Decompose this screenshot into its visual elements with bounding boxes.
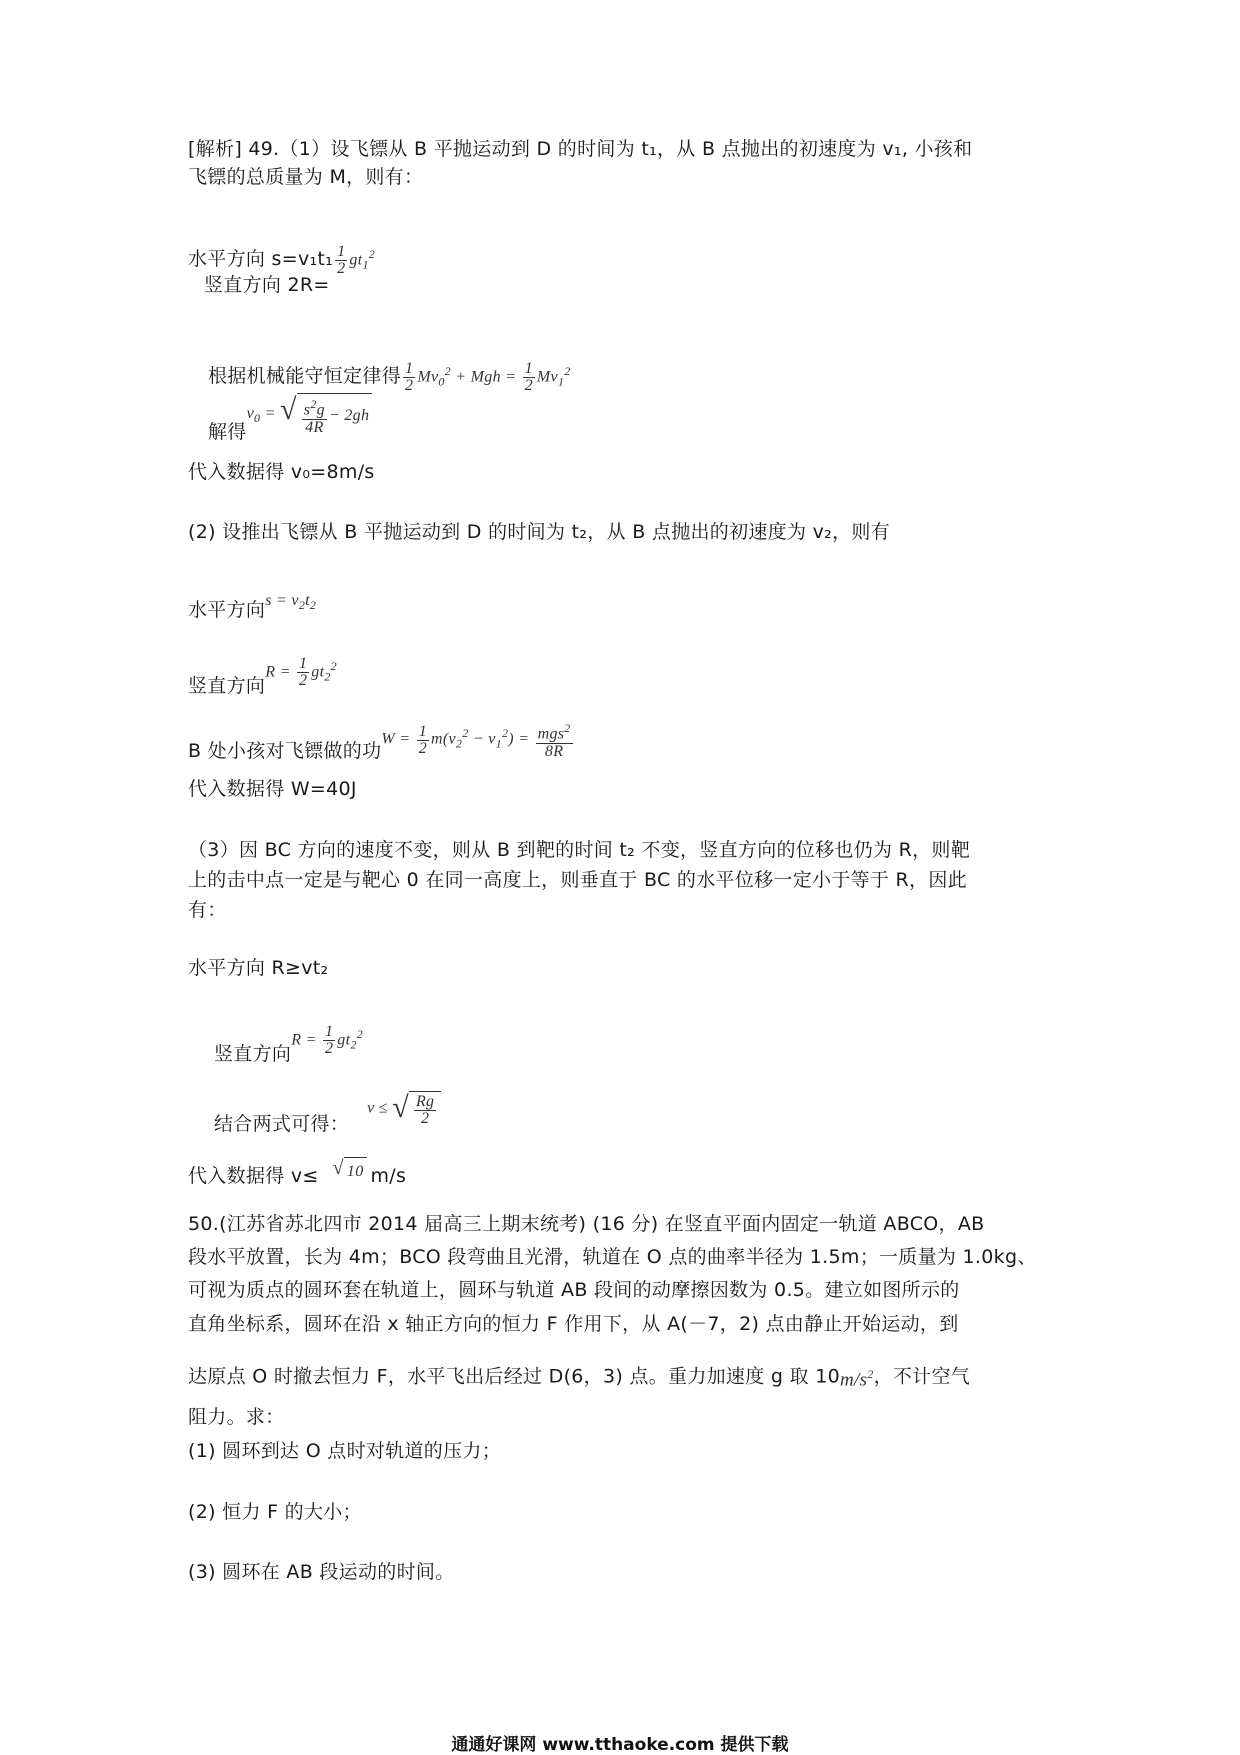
text-line: (1) 圆环到达 O 点时对轨道的压力； — [188, 1440, 501, 1462]
text-line: 代入数据得 v≤ √ 10 m/s — [188, 1157, 407, 1187]
text-line: 水平方向 R≥vt₂ — [188, 957, 329, 979]
text-line: 可视为质点的圆环套在轨道上，圆环与轨道 AB 段间的动摩擦因数为 0.5。建立如图所示的 — [188, 1279, 960, 1301]
text-line: 代入数据得 W=40J — [188, 778, 357, 800]
text-line: （3）因 BC 方向的速度不变，则从 B 到靶的时间 t₂ 不变，竖直方向的位移也仍为 R，则靶 — [188, 839, 971, 861]
text-line: 直角坐标系，圆环在沿 x 轴正方向的恒力 F 作用下，从 A(－7，2) 点由静止开始运动，到 — [188, 1313, 959, 1335]
text-line: 阻力。求： — [188, 1406, 285, 1428]
formula: W = $\frac{1}{2}$ $m(v_2^2 - v_1^2)$ = $\frac{mgs^2}{8R}$ — [381, 721, 571, 760]
formula: $s = v_2t_2$ — [265, 592, 317, 613]
text-line: [解析] 49.（1）设飞镖从 B 平抛运动到 D 的时间为 t₁，从 B 点抛出的初速度为 v₁, 小孩和 — [188, 138, 973, 160]
text-line: (2) 恒力 F 的大小； — [188, 1501, 362, 1523]
text-line: 竖直方向R = $\frac{1}{2}$ $gt_2^2$ — [214, 1040, 363, 1068]
formula: $\frac{1}{2}$ $gt_1^2$ — [337, 243, 376, 278]
text-line: (3) 圆环在 AB 段运动的时间。 — [188, 1561, 455, 1583]
text-line: 达原点 O 时撤去恒力 F，水平飞出后经过 D(6，3) 点。重力加速度 g 取 $10m/s^2$，不计空气 — [188, 1360, 970, 1394]
text-line: 结合两式可得：v ≤ √ $\frac{Rg}{2}$ — [214, 1110, 441, 1138]
formula: √ 10 — [333, 1157, 367, 1186]
formula: $m/s^2$ — [839, 1367, 874, 1391]
text-line: (2) 设推出飞镖从 B 平抛运动到 D 的时间为 t₂，从 B 点抛出的初速度为 v₂，则有 — [188, 521, 890, 543]
text-line: 飞镖的总质量为 M，则有： — [188, 166, 424, 188]
formula: R = $\frac{1}{2}$ $gt_2^2$ — [265, 655, 337, 690]
text-line: 根据机械能守恒定律得 $\frac{1}{2}$ $Mv_0^2$ + Mgh = $\frac{1}{2}$ $Mv_1^2$ — [208, 357, 571, 396]
text-line: 水平方向$s = v_2t_2$ — [188, 596, 316, 624]
text-line: 水平方向 s=v₁t₁ $\frac{1}{2}$ $gt_1^2$ — [188, 240, 375, 279]
text-line: 有： — [188, 899, 227, 921]
formula: $\frac{1}{2}$ $Mv_0^2$ + Mgh = $\frac{1}{2}$ $Mv_1^2$ — [405, 360, 571, 395]
formula: $v_0$ = √ $\frac{s^2g}{4R}$ − 2gh — [247, 393, 373, 435]
text-line: 段水平放置，长为 4m；BCO 段弯曲且光滑，轨道在 O 点的曲率半径为 1.5m；一质量为 1.0kg、 — [188, 1246, 1037, 1268]
text-line: 50.(江苏省苏北四市 2014 届高三上期末统考) (16 分) 在竖直平面内固定一轨道 ABCO，AB — [188, 1213, 985, 1235]
text-line: 竖直方向 2R= — [204, 274, 330, 296]
text-line: 竖直方向R = $\frac{1}{2}$ $gt_2^2$ — [188, 672, 337, 700]
text-line: 代入数据得 v₀=8m/s — [188, 461, 375, 483]
text-line: 解得$v_0$ = √ $\frac{s^2g}{4R}$ − 2gh — [208, 418, 372, 446]
text-line: B 处小孩对飞镖做的功W = $\frac{1}{2}$ $m(v_2^2 - v_1^2)$ = $\frac{mgs^2}{8R}$ — [188, 737, 575, 765]
page-footer: 通通好课网 www.tthaoke.com 提供下载 — [451, 1735, 789, 1755]
text-line: 上的击中点一定是与靶心 0 在同一高度上，则垂直于 BC 的水平位移一定小于等于 R，因此 — [188, 869, 967, 891]
formula: v ≤ √ $\frac{Rg}{2}$ — [367, 1091, 441, 1127]
formula: R = $\frac{1}{2}$ $gt_2^2$ — [291, 1023, 363, 1058]
